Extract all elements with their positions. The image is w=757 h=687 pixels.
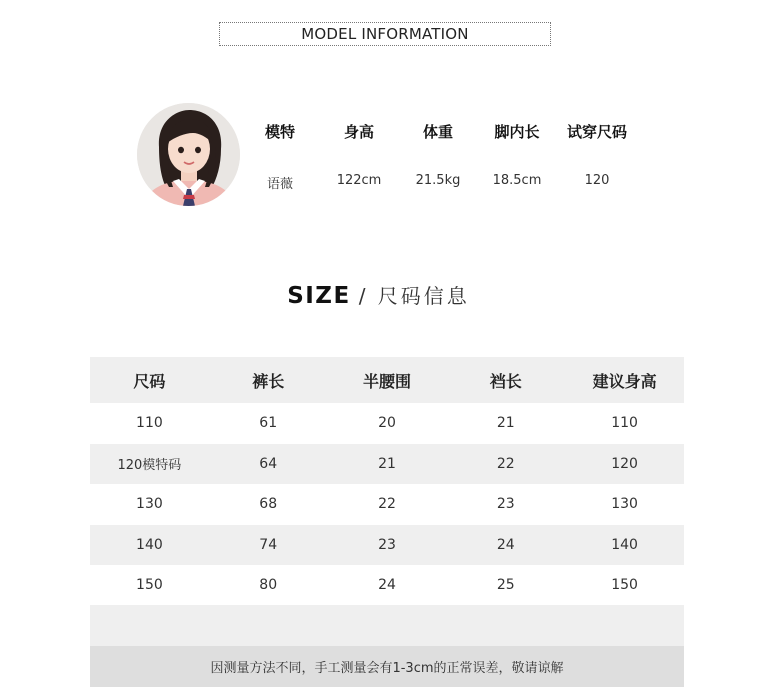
table-cell: 24 (496, 536, 515, 553)
table-cell: 80 (259, 577, 278, 594)
model-label-name: 模特 (264, 123, 295, 141)
table-row (90, 525, 684, 566)
header-half-waist: 半腰围 (362, 371, 411, 391)
table-cell: 120模特码 (117, 458, 182, 474)
header-rise: 裆长 (489, 371, 522, 391)
table-cell: 130 (136, 496, 163, 513)
model-value-weight: 21.5kg (415, 173, 461, 188)
model-value-height: 122cm (336, 173, 382, 188)
table-cell: 68 (259, 496, 278, 513)
size-table (90, 357, 684, 606)
size-title-main: SIZE (287, 283, 351, 309)
size-section-title (0, 280, 757, 310)
model-information-header (219, 22, 551, 46)
table-cell: 120 (611, 455, 638, 472)
table-cell: 23 (378, 536, 396, 553)
table-row (90, 403, 684, 444)
table-cell: 24 (378, 577, 396, 594)
table-cell: 150 (136, 577, 163, 594)
table-cell: 22 (378, 496, 396, 513)
table-cell: 20 (378, 415, 396, 432)
table-cell: 110 (611, 415, 638, 432)
table-cell: 22 (496, 455, 515, 472)
model-value-name: 语薇 (266, 177, 293, 192)
model-value-foot-length: 18.5cm (492, 173, 542, 188)
model-avatar (137, 103, 240, 206)
table-cell: 140 (611, 536, 638, 553)
table-cell: 150 (611, 577, 638, 594)
model-label-foot-length: 脚内长 (494, 123, 540, 141)
table-cell: 21 (378, 455, 396, 472)
table-cell: 130 (611, 496, 638, 513)
model-label-weight: 体重 (422, 123, 453, 141)
table-cell: 140 (136, 536, 163, 553)
table-cell: 64 (259, 455, 278, 472)
size-title-sub: / 尺码信息 (358, 284, 470, 308)
size-table-header-row (90, 357, 684, 403)
model-label-trial-size: 试穿尺码 (566, 123, 627, 141)
table-cell: 21 (496, 415, 515, 432)
header-recommended-height: 建议身高 (592, 371, 657, 391)
table-blank-row (90, 605, 684, 646)
model-information-title: MODEL INFORMATION (301, 25, 469, 43)
table-cell: 110 (136, 415, 163, 432)
model-value-trial-size: 120 (584, 173, 610, 188)
table-cell: 74 (259, 536, 278, 553)
table-row (90, 444, 684, 485)
table-cell: 61 (259, 415, 278, 432)
table-cell: 25 (496, 577, 515, 594)
measurement-note-text: 因测量方法不同，手工测量会有1-3cm的正常误差，敬请谅解 (210, 661, 564, 676)
measurement-note (90, 646, 684, 687)
model-label-height: 身高 (343, 123, 374, 141)
table-row (90, 484, 684, 525)
header-pants-length: 裤长 (252, 371, 285, 391)
model-portrait-image (137, 103, 240, 206)
header-size: 尺码 (133, 371, 166, 391)
table-cell: 23 (496, 496, 515, 513)
table-row (90, 565, 684, 606)
